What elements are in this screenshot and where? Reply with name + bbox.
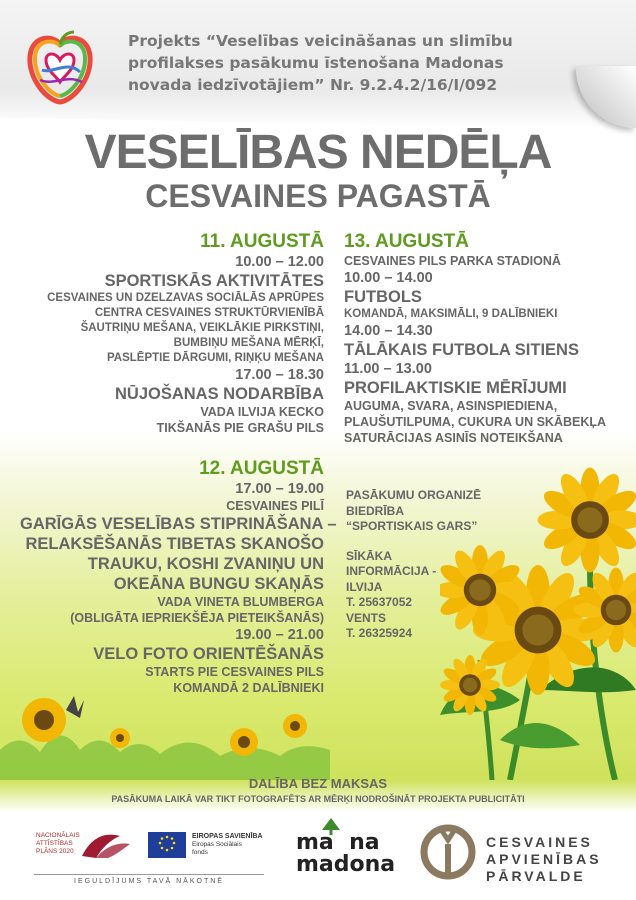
eu-flag-icon	[148, 832, 186, 858]
cesvaine-text-2: APVIENĪBAS	[486, 851, 602, 867]
invest-text: IEGULDĪJUMS TAVĀ NĀKOTNĒ	[74, 878, 224, 885]
organizer-line-1: PASĀKUMU ORGANIZĒ	[346, 488, 482, 502]
nap-text-1: NACIONĀLAIS	[36, 832, 80, 839]
day-11-desc-1c: PASLĒPTIE DĀRGUMI, RIŅĶU MEŠANA	[106, 352, 324, 364]
day-11-meet-2: TIKŠANĀS PIE GRAŠU PILS	[156, 421, 324, 435]
day-13-block	[344, 231, 624, 446]
day-12-time-2: 19.00 – 21.00	[235, 627, 324, 643]
eu-text-1: EIROPAS SAVIENĪBA	[192, 833, 263, 840]
day-11-time-1: 10.00 – 12.00	[235, 254, 324, 270]
madona-logo-2: madona	[296, 852, 396, 877]
day-11-event-1: SPORTISKĀS AKTIVITĀTES	[104, 272, 324, 290]
day-12-place-1: CESVAINES PILĪ	[226, 499, 324, 513]
project-line-2: profilakses pasākumu īstenošana Madonas	[128, 54, 504, 72]
info-line-2: INFORMĀCIJA -	[346, 564, 437, 578]
day-13-date: 13. AUGUSTĀ	[344, 231, 469, 252]
day-13-desc-3c: SATURĀCIJAS ASINĪS NOTEIKŠANA	[344, 431, 563, 445]
eu-text-3: fonds	[192, 849, 208, 856]
day-13-time-1: 10.00 – 14.00	[344, 270, 433, 286]
cesvaine-text-3: PĀRVALDE	[486, 868, 586, 884]
invest-divider	[34, 874, 264, 875]
day-11-lead-2: VADA ILVIJA KECKO	[200, 405, 324, 419]
day-12-time-1: 17.00 – 19.00	[235, 481, 324, 497]
project-line-3: novada iedzīvotājiem” Nr. 9.2.4.2/16/I/092	[128, 76, 498, 94]
footer-notes	[0, 776, 636, 806]
cesvaine-text-1: CESVAINES	[486, 834, 593, 850]
day-12-event-1d: OKEĀNA BUNGU SKAŅĀS	[113, 575, 324, 593]
day-12-start-2: STARTS PIE CESVAINES PILS	[145, 665, 324, 679]
free-participation: DALĪBA BEZ MAKSAS	[248, 776, 388, 791]
day-12-lead-1: VADA VINETA BLUMBERGA	[157, 595, 324, 609]
day-13-desc-3b: PLAUŠUTILPUMA, CUKURA UN SKĀBEKĻA	[344, 415, 607, 429]
day-11-time-2: 17.00 – 18.30	[235, 367, 324, 383]
day-13-team-1: KOMANDĀ, MAKSIMĀLI, 9 DALĪBNIEKI	[344, 308, 558, 320]
photo-notice: PASĀKUMA LAIKĀ VAR TIKT FOTOGRAFĒTS AR MĒRĶI NODROŠINĀT PROJEKTA PUBLICITĀTI	[111, 794, 525, 804]
contact-phone-1: T. 25637052	[346, 595, 413, 609]
day-12-date: 12. AUGUSTĀ	[199, 458, 324, 479]
day-11-place-1b: CENTRA CESVAINES STRUKTŪRVIENĪBĀ	[94, 307, 324, 319]
organizer-line-3: “SPORTISKAIS GARS”	[346, 519, 478, 533]
day-12-block	[20, 458, 337, 696]
main-title: VESELĪBAS NEDĒĻA	[84, 126, 552, 179]
madona-logo-1: ma na	[296, 830, 380, 855]
day-13-place: CESVAINES PILS PARKA STADIONĀ	[344, 254, 561, 268]
day-13-event-3: PROFILAKTISKIE MĒRĪJUMI	[344, 379, 567, 397]
day-12-event-1a: GARĪGĀS VESELĪBAS STIPRINĀŠANA –	[20, 515, 337, 533]
contact-name-2: VENTS	[346, 610, 387, 625]
nap-text-3: PLĀNS 2020	[36, 848, 74, 855]
day-11-place-1a: CESVAINES UN DZELZAVAS SOCIĀLĀS APRŪPES	[47, 292, 324, 304]
contact-name-1: ILVIJA	[346, 579, 383, 594]
day-12-team-2: KOMANDĀ 2 DALĪBNIEKI	[173, 681, 324, 695]
nap-logo	[36, 832, 80, 856]
nap-ribbon-icon	[80, 830, 132, 860]
day-13-event-1: FUTBOLS	[344, 288, 422, 306]
nap-text-2: ATTĪSTĪBAS	[36, 840, 73, 847]
day-13-time-3: 11.00 – 13.00	[344, 361, 432, 377]
day-11-block	[20, 231, 324, 436]
apple-heart-logo-icon	[22, 30, 98, 106]
day-12-event-2: VELO FOTO ORIENTĒŠANĀS	[93, 645, 324, 663]
info-line-1: SĪKĀKA	[346, 548, 393, 563]
day-12-event-1b: RELAKSĒŠANĀS TIBETAS SKANOŠO	[25, 535, 324, 553]
project-description	[128, 30, 608, 96]
organizer-line-2: BIEDRĪBA	[346, 503, 405, 518]
sub-title: CESVAINES PAGASTĀ	[145, 178, 491, 214]
day-13-desc-3a: AUGUMA, SVARA, ASINSPIEDIENA,	[344, 399, 558, 413]
eu-text	[192, 832, 263, 857]
day-11-event-2: NŪJOŠANAS NODARBĪBA	[114, 385, 324, 403]
cesvaine-emblem-icon	[420, 822, 476, 882]
day-11-desc-1a: ŠAUTRIŅU MEŠANA, VEIKLĀKIE PIRKSTIŅI,	[80, 322, 324, 334]
day-12-note-1: (OBLIGĀTA IEPRIEKŠĒJA PIETEIKŠANĀS)	[70, 611, 324, 625]
contact-phone-2: T. 26325924	[346, 626, 413, 640]
project-line-1: Projekts “Veselības veicināšanas un slimību	[128, 32, 513, 50]
meadow-flowers-icon	[0, 690, 330, 780]
day-11-desc-1b: BUMBIŅU MEŠANA MĒRĶĪ,	[173, 337, 324, 349]
cesvaine-text	[486, 834, 602, 885]
eu-text-2: Eiropas Sociālais	[192, 841, 242, 848]
day-13-time-2: 14.00 – 14.30	[344, 323, 433, 339]
day-11-date: 11. AUGUSTĀ	[200, 231, 324, 252]
sponsor-logos	[0, 812, 636, 900]
organizer-info	[346, 488, 481, 642]
day-13-event-2: TĀLĀKAIS FUTBOLA SITIENS	[344, 341, 579, 359]
day-12-event-1c: TRAUKU, KOSHI ZVANIŅU UN	[87, 555, 324, 573]
